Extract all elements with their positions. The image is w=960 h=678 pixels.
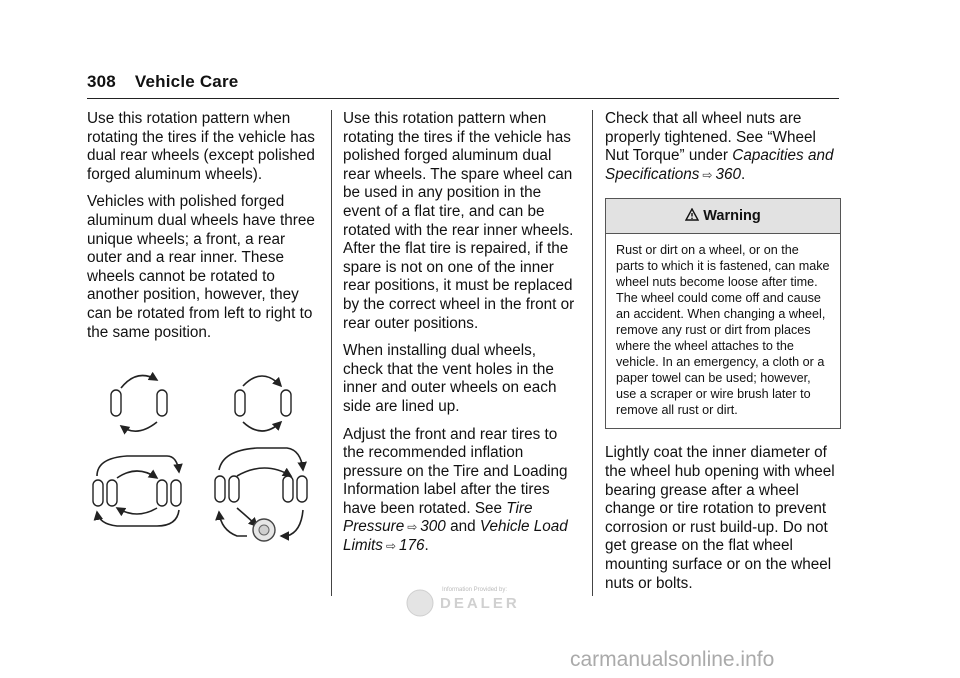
header-rule — [87, 98, 839, 99]
watermark-line1: Information Provided by: — [442, 587, 508, 593]
warning-body: Rust or dirt on a wheel, or on the parts to which it is fastened, can make wheel nuts become loose after time. The wheel could come off and cause an accident. When changing a wheel, remove any rust or dirt from places where the wheel attaches to the vehicle. In an emergency, a cloth or a paper towel can be used; however, use a scraper or wire brush later to remove all rust or dirt. — [616, 243, 830, 418]
warning-triangle-icon — [685, 208, 699, 221]
page-number: 308 — [87, 72, 116, 91]
capacities-specifications-page[interactable]: 360 — [715, 165, 741, 183]
vehicle-load-limits-page[interactable]: 176 — [399, 537, 425, 555]
page-ref-arrow-icon: ⇨ — [702, 167, 713, 182]
column-1 — [87, 110, 319, 351]
footer-site-name: carmanualsonline.info — [570, 648, 775, 671]
page-header — [87, 72, 238, 92]
column-3 — [605, 110, 841, 602]
tire-pressure-page[interactable]: 300 — [420, 518, 446, 536]
watermark-brand: DEALER — [440, 595, 520, 612]
col3-paragraph-2: Lightly coat the inner diameter of the wheel hub opening with wheel bearing grease after a wheel change or tire rotation to prevent corrosion or rust build-up. Do not get grease on the flat wheel mounting surface or on the wheel nuts or bolts. — [605, 444, 835, 592]
page-ref-arrow-icon: ⇨ — [385, 539, 397, 554]
col2-paragraph-3: Adjust the front and rear tires to the recommended inflation pressure on the Tire and Loading Information label after the tires have been rotated. See Tire Pressure ⇨ 300 and Vehicle Load Limits ⇨ 176. — [343, 425, 568, 555]
vehicle-load-limits-link[interactable]: Vehicle Load Limits — [343, 518, 568, 555]
col2-paragraph-2: When installing dual wheels, check that the vent holes in the inner and outer wheels on each side are lined up. — [343, 342, 557, 415]
page-ref-arrow-icon: ⇨ — [407, 520, 418, 535]
col3-paragraph-1: Check that all wheel nuts are properly tightened. See “Wheel Nut Torque” under Capacities and Specifications ⇨ 360. — [605, 110, 834, 183]
dealer-watermark — [402, 582, 552, 622]
column-2 — [343, 110, 579, 565]
warning-header — [606, 199, 840, 234]
column-divider-2 — [592, 110, 593, 596]
tire-pressure-link[interactable]: Tire Pressure — [343, 499, 533, 536]
diagram-single-wheels-a — [121, 376, 157, 432]
col1-paragraph-2: Vehicles with polished forged aluminum dual wheels have three unique wheels; a front, a rear outer and a rear inner. These wheels cannot be rotated to another position, however, they can be rotated from left to right to the same position. — [87, 193, 315, 341]
warning-title: Warning — [703, 208, 761, 225]
spare-wheel-icon — [253, 519, 275, 541]
col1-paragraph-1: Use this rotation pattern when rotating the tires if the vehicle has dual rear wheels (except polished forged aluminum wheels). — [87, 110, 315, 183]
tire-rotation-diagrams — [87, 360, 319, 550]
section-title: Vehicle Care — [134, 72, 239, 91]
diagram-single-wheels-b — [243, 376, 281, 431]
col2-paragraph-1: Use this rotation pattern when rotating the tires if the vehicle has polished forged aluminum dual rear wheels. The spare wheel can be used in any position in the event of a flat tire, and can be rotated with the rear inner wheels. After the flat tire is repaired, if the spare is not on one of the inner rear positions, it must be replaced by the correct wheel in the front or rear outer positions. — [343, 110, 575, 332]
column-divider-1 — [331, 110, 332, 596]
capacities-specifications-link[interactable]: Capacities and Specifications — [605, 147, 834, 183]
warning-box — [605, 198, 841, 429]
